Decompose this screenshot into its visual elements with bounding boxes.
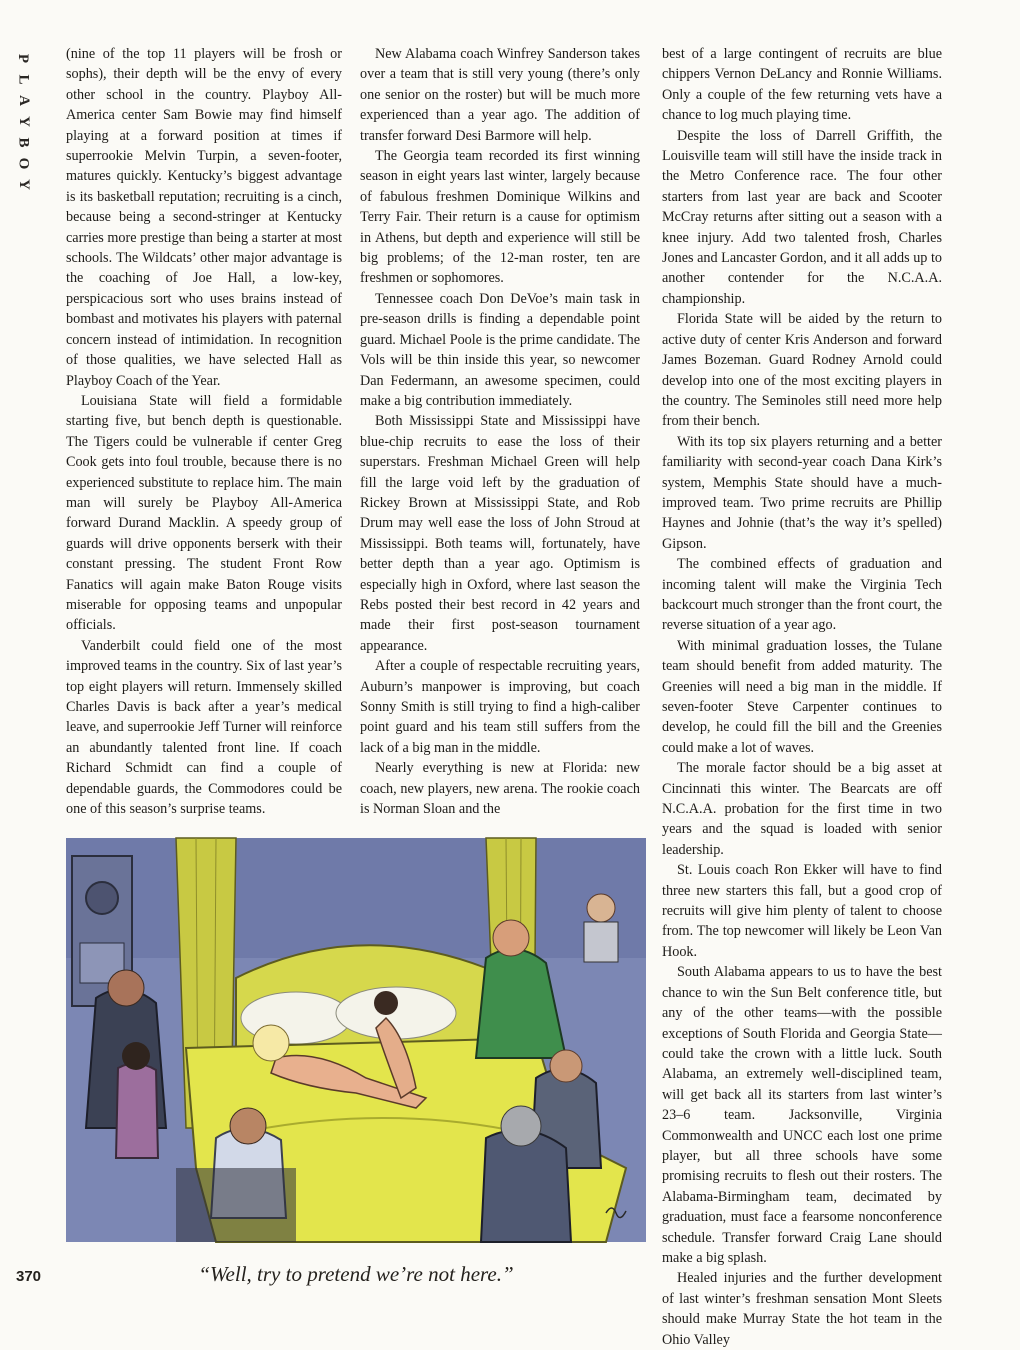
bedroom-film-set-cartoon	[66, 838, 646, 1242]
paragraph: After a couple of respectable recruiting years, Auburn’s manpower is improving, but coach Sonny Smith is still trying to find a high-caliber point guard and his team still suffers from the lack of a big man in the middle.	[360, 658, 640, 756]
paragraph: (nine of the top 11 players will be frosh or sophs), their depth will be the envy of every other school in the country. Playboy All-America center Sam Bowie may find himself playing at a forward position at times if superrookie Melvin Turpin, a seven-footer, matures quickly. Kentucky’s biggest advantage is its basketball reputation; recruiting is a cinch, because being a second-stringer at Kentucky carries more prestige than being a starter at most schools. The Wildcats’ other major advantage is the coaching of Joe Hall, a low-key, perspicacious sort who uses brains instead of bombast and motivates his players with paternal concern instead of intimidation. In recognition of those qualities, we have selected Hall as Playboy Coach of the Year.	[66, 46, 342, 389]
paragraph: Despite the loss of Darrell Griffith, the Louisville team will still have the inside track in the Metro Conference race. The four other starters from last year are back and Scooter McCray returns after sitting out a season with a knee injury. Add two talented frosh, Charles Jones and Lancaster Gordon, and it all adds up to another contender for the N.C.A.A. championship.	[662, 127, 942, 307]
running-head-letter: Y	[15, 179, 32, 190]
paragraph: St. Louis coach Ron Ekker will have to find three new starters this fall, but a good crop of recruits will give him plenty of talent to choose from. The top newcomer will likely be Leon Van Hook.	[662, 862, 942, 960]
paragraph: The Georgia team recorded its first winning season in eight years last winter, largely because of fabulous freshmen Dominique Wilkins and Terry Fair. Their return is a cause for optimism in Athens, but depth and experience will still be big problems; of the 12-man roster, ten are freshmen or sophomores.	[360, 148, 640, 287]
paragraph: The combined effects of graduation and incoming talent will make the Virginia Tech backcourt much stronger than the front court, the reverse situation of a year ago.	[662, 556, 942, 634]
column-1	[66, 44, 342, 819]
paragraph: New Alabama coach Winfrey Sanderson takes over a team that is still very young (there’s only one senior on the roster) but will be much more experienced than a year ago. The addition of transfer forward Desi Barmore will help.	[360, 46, 640, 144]
column-3	[662, 44, 942, 1348]
paragraph: With its top six players returning and a better familiarity with second-year coach Dana Kirk’s system, Memphis State should have a much-improved team. Two prime recruits are Phillip Haynes and Johnie (that’s the way it’s spelled) Gipson.	[662, 433, 942, 552]
running-head-letter: P	[15, 53, 32, 64]
paragraph: Nearly everything is new at Florida: new coach, new players, new arena. The rookie coach is Norman Sloan and the	[360, 760, 640, 818]
paragraph: Tennessee coach Don DeVoe’s main task in pre-season drills is finding a dependable point guard. Michael Poole is the prime candidate. The Vols will be thin inside this year, so newcomer Dan Federmann, an awesome specimen, could make a big contribution immediately.	[360, 290, 640, 409]
paragraph: Florida State will be aided by the return to active duty of center Kris Anderson and forward James Bozeman. Guard Rodney Arnold could develop into one of the most exciting players in the country. The Seminoles still need more help from their bench.	[662, 311, 942, 430]
running-head-letter: L	[15, 74, 32, 85]
paragraph: Louisiana State will field a formidable starting five, but bench depth is questionable. The Tigers could be vulnerable if center Greg Cook gets into foul trouble, because there is no experienced substitute to replace him. The main man will surely be Playboy All-America forward Durand Macklin. A speedy group of guards will drive opponents berserk with their constant pressing. The student Front Row Fanatics will again make Baton Rouge visits miserable for opposing teams and unpopular officials.	[66, 392, 342, 634]
column-2	[360, 44, 640, 819]
running-head-letter: A	[15, 95, 32, 106]
running-head-letter: Y	[15, 116, 32, 127]
running-head	[8, 48, 38, 195]
paragraph: The morale factor should be a big asset at Cincinnati this winter. The Bearcats are off N.C.A.A. probation for the first time in two years and the squad is loaded with senior leadership.	[662, 760, 942, 858]
paragraph: Both Mississippi State and Mississippi have blue-chip recruits to ease the loss of their superstars. Freshman Michael Green will help fill the large void left by the graduation of Rickey Brown at Mississippi State, and Rob Drum may well ease the loss of John Stroud at Mississippi. Both teams will, fortunately, have better depth than a year ago. Optimism is especially high in Oxford, where last season the Rebs posted their best record in 42 years and made their first post-season tournament appearance.	[360, 413, 640, 654]
cartoon-caption: “Well, try to pretend we’re not here.”	[198, 1262, 514, 1286]
page-number: 370	[16, 1268, 42, 1285]
running-head-letter: O	[15, 157, 32, 170]
paragraph: Healed injuries and the further development of last winter’s freshman sensation Mont Sleets should make Murray State the hot team in the Ohio Valley	[662, 1270, 942, 1348]
running-head-letter: B	[15, 137, 32, 148]
paragraph: best of a large contingent of recruits are blue chippers Vernon DeLancy and Ronnie Williams. Only a couple of the few returning vets have a chance to log much playing time.	[662, 46, 942, 124]
paragraph: South Alabama appears to us to have the best chance to win the Sun Belt conference title, but any of the other teams—with the possible exceptions of South Florida and Georgia State—could take the crown with a little luck. South Alabama, an extremely well-disciplined team, will get back all its starters from last winter’s 23–6 team. Jacksonville, Virginia Commonwealth and UNCC each lost one prime player, but all three schools have some promising recruits to flesh out their rosters. The Alabama-Birmingham team, decimated by graduation, must face a fearsome nonconference schedule. Transfer forward Craig Lane should make a big splash.	[662, 964, 942, 1266]
paragraph: With minimal graduation losses, the Tulane team should benefit from added maturity. The Greenies will need a big man in the middle. If seven-footer Steve Carpenter continues to develop, he could fill the bill and the Greenies could make a lot of waves.	[662, 637, 942, 756]
paragraph: Vanderbilt could field one of the most improved teams in the country. Six of last year’s top eight players will return. Immensely skilled Charles Davis is back after a year’s medical leave, and superrookie Jeff Turner will reinforce an abundantly talented front line. If coach Richard Schmidt can find a couple of dependable guards, the Commodores could be one of this season’s surprise teams.	[66, 637, 342, 818]
